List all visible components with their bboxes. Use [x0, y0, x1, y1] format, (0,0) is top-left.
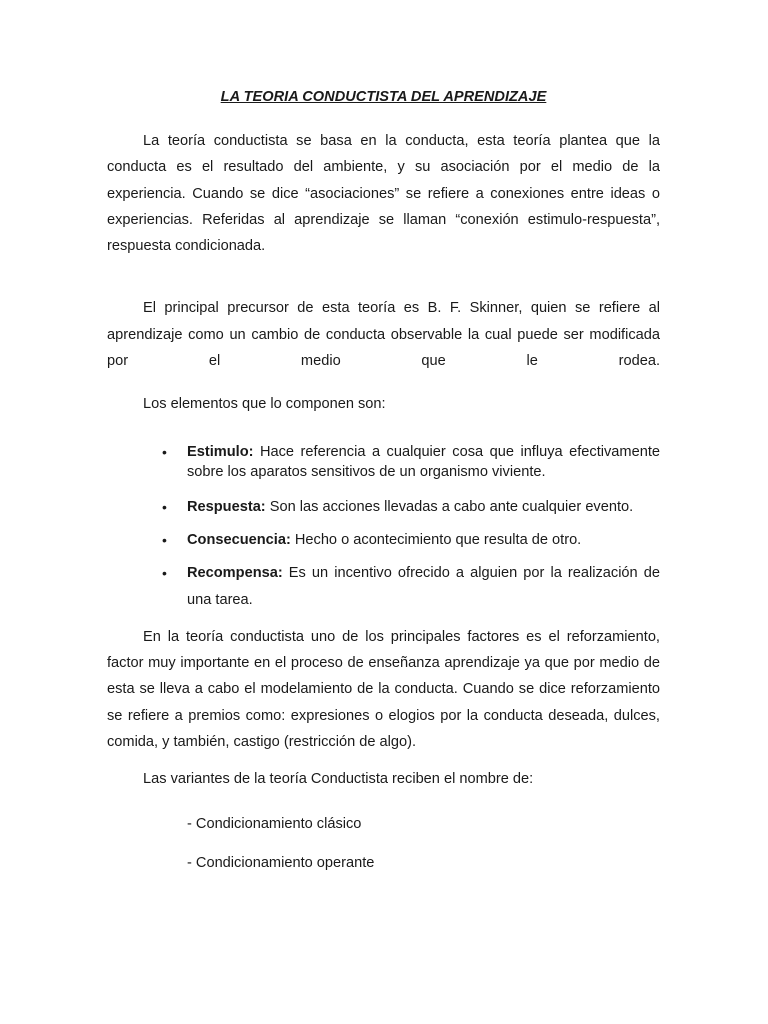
paragraph-skinner: El principal precursor de esta teoría es B. F. Skinner, quien se refiere al aprendizaje como un cambio de conducta observable la cual puede ser modificada por el medio que le rodea. — [107, 300, 660, 370]
list-item-text: Hecho o acontecimiento que resulta de otro. — [290, 531, 582, 548]
list-item-consecuencia — [107, 527, 660, 553]
paragraph-elements-intro: Los elementos que lo componen son: — [143, 396, 386, 413]
list-item-term: Consecuencia: — [187, 531, 291, 548]
list-item-text: Es un incentivo ofrecido a alguien por la realización de una tarea. — [187, 565, 660, 608]
document-body — [107, 86, 660, 876]
paragraph-variantes-intro: Las variantes de la teoría Conductista reciben el nombre de: — [143, 771, 534, 788]
list-item-term: Estimulo: — [187, 443, 254, 460]
bullet-icon: • — [162, 531, 167, 548]
document-title: LA TEORIA CONDUCTISTA DEL APRENDIZAJE — [220, 89, 547, 105]
list-item-term: Respuesta: — [187, 498, 266, 515]
paragraph-reforzamiento: En la teoría conductista uno de los principales factores es el reforzamiento, factor muy importante en el proceso de enseñanza aprendizaje ya que por medio de esta se lleva a cabo el modelamiento de la conducta. Cuando se dice reforzamiento se refiere a premios como: expresiones o elogios por la conducta deseada, dulces, comida, y también, castigo (restricción de algo). — [107, 628, 660, 751]
list-item-text: Hace referencia a cualquier cosa que influya efectivamente sobre los aparatos sensitivos de un organismo viviente. — [187, 443, 660, 480]
list-item-term: Recompensa: — [187, 565, 283, 582]
list-item-estimulo — [107, 442, 660, 482]
list-item-respuesta — [107, 494, 660, 520]
paragraph-intro: La teoría conductista se basa en la conducta, esta teoría plantea que la conducta es el resultado del ambiente, y su asociación por el medio de la experiencia. Cuando se dice “asociaciones” se refiere a conexiones entre ideas o experiencias. Referidas al aprendizaje se llaman “conexión estimulo-respuesta”, respuesta condicionada. — [107, 133, 660, 255]
list-item-text: Son las acciones llevadas a cabo ante cualquier evento. — [265, 498, 634, 515]
variant-clasico: - Condicionamiento clásico — [187, 815, 362, 832]
list-item-recompensa — [107, 560, 660, 613]
bullet-icon: • — [162, 565, 167, 582]
variant-operante: - Condicionamiento operante — [187, 854, 375, 871]
elements-list — [107, 442, 660, 613]
bullet-icon: • — [162, 498, 167, 515]
bullet-icon: • — [162, 443, 167, 460]
